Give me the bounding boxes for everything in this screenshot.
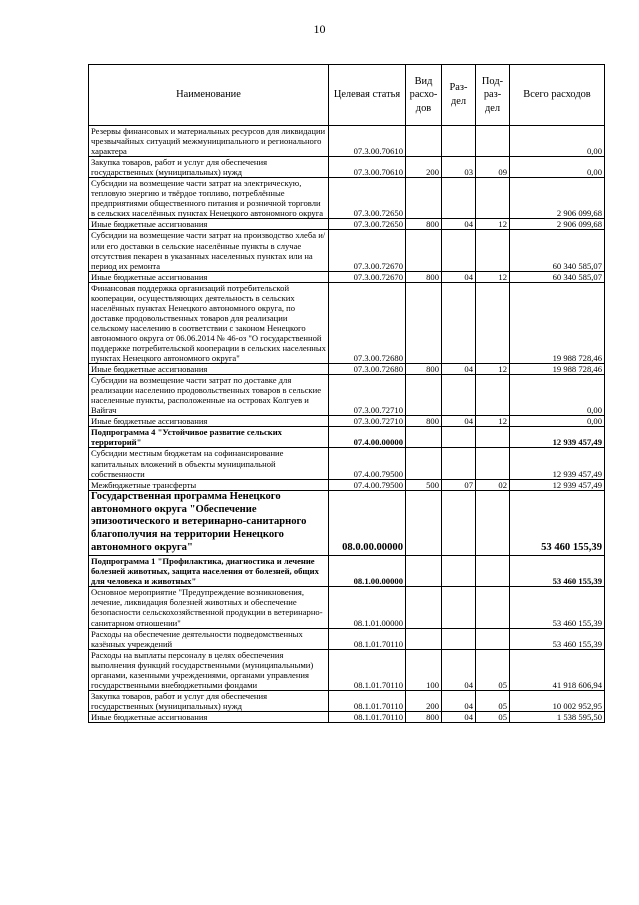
row-expense-type <box>406 427 442 448</box>
row-amount: 1 538 595,50 <box>510 711 605 722</box>
row-target-item: 08.1.01.70110 <box>329 711 406 722</box>
row-expense-type <box>406 490 442 556</box>
row-section: 03 <box>442 157 476 178</box>
row-name: Финансовая поддержка организаций потребительской кооперации, осуществляющих деятельность в сельских населённых пунктах Ненецкого автономного округа, по доставке продовольственных товаров для реализации сельскому населению в соответствии с законом Ненецкого автономного округа от 06.06.2014 № 46-оз "О государственной поддержке потребительской кооперации в сельских населенных пунктах Ненецкого автономного округа" <box>89 282 329 363</box>
row-target-item: 07.4.00.00000 <box>329 427 406 448</box>
table-row <box>89 427 605 448</box>
table-row <box>89 416 605 427</box>
row-expense-type: 800 <box>406 219 442 230</box>
table-body <box>89 126 605 723</box>
row-expense-type: 800 <box>406 416 442 427</box>
row-expense-type <box>406 282 442 363</box>
row-expense-type <box>406 126 442 157</box>
table-row <box>89 157 605 178</box>
row-expense-type <box>406 230 442 271</box>
budget-table <box>88 64 605 723</box>
row-target-item: 07.3.00.70610 <box>329 126 406 157</box>
row-name: Иные бюджетные ассигнования <box>89 711 329 722</box>
table-row <box>89 282 605 363</box>
row-name: Подпрограмма 4 "Устойчивое развитие сельских территорий" <box>89 427 329 448</box>
row-name: Иные бюджетные ассигнования <box>89 364 329 375</box>
row-name: Субсидии на возмещение части затрат на производство хлеба и/или его доставки в сельские населённые пункты в случае отсутствия пекарен в указанных населенных пунктах или на период их ремонта <box>89 230 329 271</box>
row-section: 04 <box>442 416 476 427</box>
row-target-item: 07.3.00.72650 <box>329 178 406 219</box>
row-section <box>442 126 476 157</box>
row-amount: 53 460 155,39 <box>510 587 605 628</box>
row-amount: 12 939 457,49 <box>510 479 605 490</box>
row-expense-type: 500 <box>406 479 442 490</box>
row-subsection: 05 <box>476 690 510 711</box>
row-amount: 2 906 099,68 <box>510 219 605 230</box>
row-expense-type: 800 <box>406 364 442 375</box>
row-amount: 12 939 457,49 <box>510 427 605 448</box>
table-row <box>89 364 605 375</box>
row-name: Иные бюджетные ассигнования <box>89 271 329 282</box>
row-amount: 2 906 099,68 <box>510 178 605 219</box>
row-target-item: 08.1.00.00000 <box>329 556 406 587</box>
row-target-item: 07.3.00.72710 <box>329 375 406 416</box>
table-row <box>89 587 605 628</box>
row-target-item: 07.3.00.72680 <box>329 282 406 363</box>
row-expense-type: 200 <box>406 690 442 711</box>
table-row <box>89 448 605 479</box>
row-expense-type <box>406 628 442 649</box>
table-row <box>89 219 605 230</box>
row-target-item: 07.4.00.79500 <box>329 448 406 479</box>
row-amount: 12 939 457,49 <box>510 448 605 479</box>
header-target-item: Целевая статья <box>329 65 406 126</box>
row-name: Иные бюджетные ассигнования <box>89 219 329 230</box>
row-name: Субсидии на возмещение части затрат по доставке для реализации населению продовольственных товаров в сельские населенные пункты, расположенные на островах Колгуев и Вайгач <box>89 375 329 416</box>
table-row <box>89 271 605 282</box>
row-amount: 60 340 585,07 <box>510 271 605 282</box>
row-name: Субсидии на возмещение части затрат на электрическую, тепловую энергию и твёрдое топливо, потреблённые предприятиями общественного питания и розничной торговли в сельских населённых пунктах Ненецкого автономного округа <box>89 178 329 219</box>
row-name: Основное мероприятие "Предупреждение возникновения, лечение, ликвидация болезней животных и обеспечение безопасности сельскохозяйственной продукции в ветеринарно-санитарном отношении" <box>89 587 329 628</box>
row-section <box>442 448 476 479</box>
row-amount: 53 460 155,39 <box>510 556 605 587</box>
row-amount: 53 460 155,39 <box>510 628 605 649</box>
row-section: 04 <box>442 219 476 230</box>
row-section <box>442 587 476 628</box>
row-section <box>442 375 476 416</box>
row-name: Резервы финансовых и материальных ресурсов для ликвидации чрезвычайных ситуаций межмуниципального и регионального характера <box>89 126 329 157</box>
row-subsection <box>476 587 510 628</box>
row-amount: 53 460 155,39 <box>510 490 605 556</box>
row-subsection: 05 <box>476 649 510 690</box>
row-subsection: 12 <box>476 416 510 427</box>
table-row <box>89 126 605 157</box>
row-expense-type <box>406 178 442 219</box>
row-target-item: 08.1.01.70110 <box>329 628 406 649</box>
row-amount: 19 988 728,46 <box>510 364 605 375</box>
row-section <box>442 490 476 556</box>
row-name: Расходы на выплаты персоналу в целях обеспечения выполнения функций государственными (муниципальными) органами, казенными учреждениями, органами управления государственными внебюджетными фондами <box>89 649 329 690</box>
row-target-item: 07.3.00.70610 <box>329 157 406 178</box>
row-target-item: 08.1.01.00000 <box>329 587 406 628</box>
row-amount: 0,00 <box>510 157 605 178</box>
row-subsection: 09 <box>476 157 510 178</box>
row-section <box>442 282 476 363</box>
row-section: 07 <box>442 479 476 490</box>
row-target-item: 07.3.00.72670 <box>329 230 406 271</box>
table-row <box>89 490 605 556</box>
row-subsection: 12 <box>476 219 510 230</box>
page-number: 10 <box>313 22 326 36</box>
row-subsection <box>476 282 510 363</box>
table-row <box>89 628 605 649</box>
row-subsection <box>476 178 510 219</box>
row-amount: 0,00 <box>510 375 605 416</box>
row-target-item: 07.3.00.72670 <box>329 271 406 282</box>
row-subsection <box>476 375 510 416</box>
row-expense-type <box>406 448 442 479</box>
row-name: Субсидии местным бюджетам на софинансирование капитальных вложений в объекты муниципальной собственности <box>89 448 329 479</box>
row-section: 04 <box>442 271 476 282</box>
row-section <box>442 556 476 587</box>
row-expense-type: 800 <box>406 271 442 282</box>
table-row <box>89 649 605 690</box>
row-subsection <box>476 628 510 649</box>
row-section <box>442 628 476 649</box>
row-subsection: 12 <box>476 271 510 282</box>
row-section <box>442 230 476 271</box>
row-target-item: 08.0.00.00000 <box>329 490 406 556</box>
header-subsection: Под-раз-дел <box>476 65 510 126</box>
table-row <box>89 711 605 722</box>
row-name: Государственная программа Ненецкого автономного округа "Обеспечение эпизоотического и ветеринарно-санитарного благополучия на территории Ненецкого автономного округа" <box>89 490 329 556</box>
row-expense-type <box>406 587 442 628</box>
row-name: Закупка товаров, работ и услуг для обеспечения государственных (муниципальных) нужд <box>89 157 329 178</box>
row-name: Закупка товаров, работ и услуг для обеспечения государственных (муниципальных) нужд <box>89 690 329 711</box>
table-row <box>89 375 605 416</box>
row-section: 04 <box>442 690 476 711</box>
header-section: Раз-дел <box>442 65 476 126</box>
row-subsection <box>476 556 510 587</box>
row-target-item: 07.4.00.79500 <box>329 479 406 490</box>
row-amount: 10 002 952,95 <box>510 690 605 711</box>
header-total: Всего расходов <box>510 65 605 126</box>
table-row <box>89 479 605 490</box>
table-row <box>89 690 605 711</box>
table-row <box>89 556 605 587</box>
row-subsection: 02 <box>476 479 510 490</box>
row-target-item: 07.3.00.72650 <box>329 219 406 230</box>
row-target-item: 08.1.01.70110 <box>329 690 406 711</box>
table-row <box>89 178 605 219</box>
row-expense-type <box>406 556 442 587</box>
row-expense-type: 100 <box>406 649 442 690</box>
row-amount: 60 340 585,07 <box>510 230 605 271</box>
row-subsection <box>476 427 510 448</box>
row-amount: 0,00 <box>510 416 605 427</box>
row-section: 04 <box>442 364 476 375</box>
header-expense-type: Вид расхо-дов <box>406 65 442 126</box>
row-subsection: 12 <box>476 364 510 375</box>
row-subsection <box>476 126 510 157</box>
row-amount: 19 988 728,46 <box>510 282 605 363</box>
row-amount: 0,00 <box>510 126 605 157</box>
row-name: Межбюджетные трансферты <box>89 479 329 490</box>
row-target-item: 07.3.00.72710 <box>329 416 406 427</box>
row-subsection: 05 <box>476 711 510 722</box>
row-section <box>442 178 476 219</box>
row-name: Иные бюджетные ассигнования <box>89 416 329 427</box>
row-subsection <box>476 490 510 556</box>
row-name: Расходы на обеспечение деятельности подведомственных казённых учреждений <box>89 628 329 649</box>
row-subsection <box>476 448 510 479</box>
row-target-item: 07.3.00.72680 <box>329 364 406 375</box>
row-amount: 41 918 606,94 <box>510 649 605 690</box>
table-row <box>89 230 605 271</box>
row-section: 04 <box>442 711 476 722</box>
row-expense-type: 200 <box>406 157 442 178</box>
row-expense-type <box>406 375 442 416</box>
row-section <box>442 427 476 448</box>
row-target-item: 08.1.01.70110 <box>329 649 406 690</box>
row-name: Подпрограмма 1 "Профилактика, диагностика и лечение болезней животных, защита населения от болезней, общих для человека и животных" <box>89 556 329 587</box>
row-section: 04 <box>442 649 476 690</box>
table-header-row <box>89 65 605 126</box>
header-name: Наименование <box>89 65 329 126</box>
row-expense-type: 800 <box>406 711 442 722</box>
row-subsection <box>476 230 510 271</box>
